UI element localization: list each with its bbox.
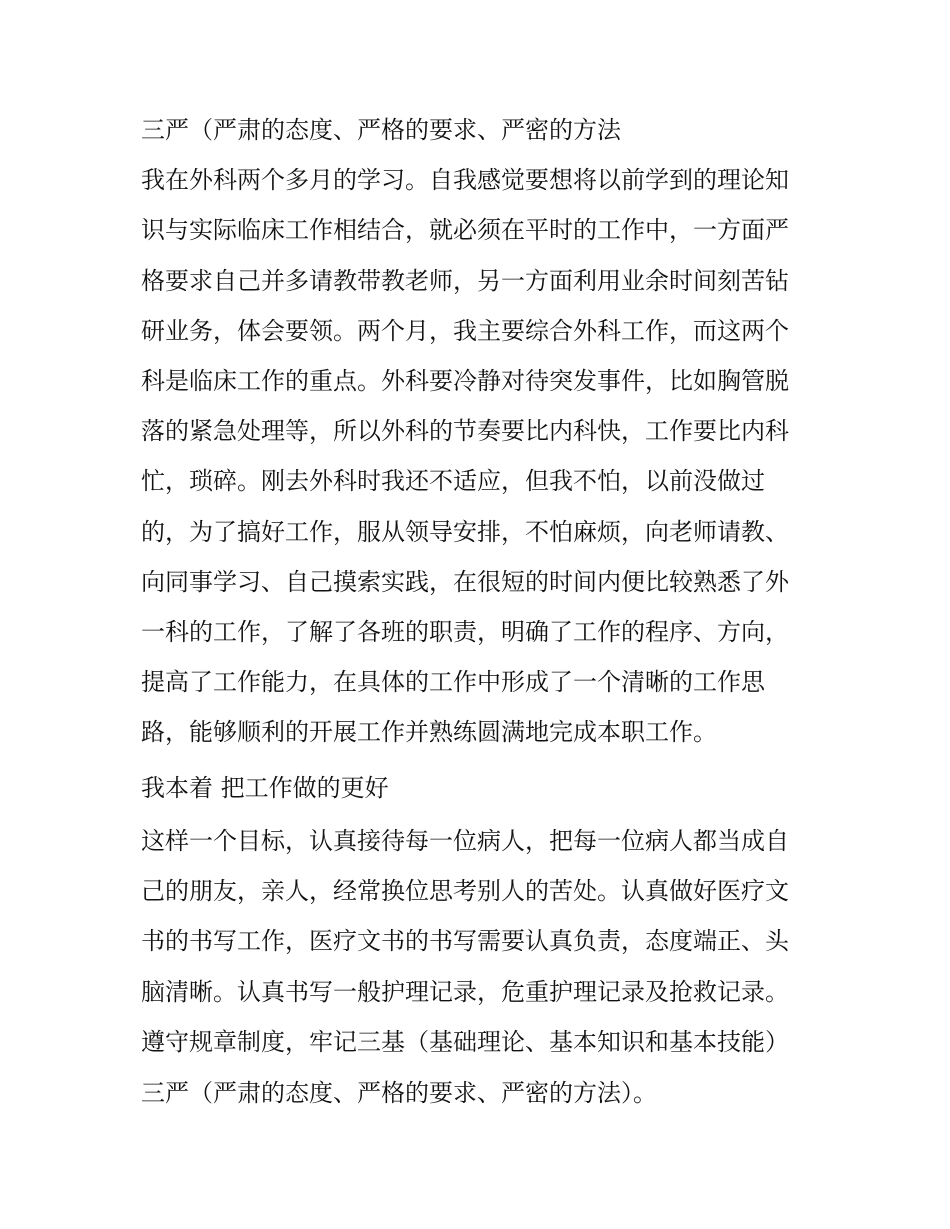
text-line: 书的书写工作，医疗文书的书写需要认真负责，态度端正、头 bbox=[141, 927, 789, 955]
text-line: 这样一个目标，认真接待每一位病人，把每一位病人都当成自 bbox=[141, 827, 789, 855]
text-line: 我本着 把工作做的更好 bbox=[141, 774, 389, 802]
text-line: 识与实际临床工作相结合，就必须在平时的工作中，一方面严 bbox=[141, 216, 789, 244]
text-line: 忙，琐碎。刚去外科时我还不适应，但我不怕，以前没做过 bbox=[141, 467, 765, 495]
text-line: 三严（严肃的态度、严格的要求、严密的方法 bbox=[141, 116, 621, 144]
text-line: 提高了工作能力，在具体的工作中形成了一个清晰的工作思 bbox=[141, 668, 765, 696]
text-line: 己的朋友，亲人，经常换位思考别人的苦处。认真做好医疗文 bbox=[141, 877, 789, 905]
text-line: 的，为了搞好工作，服从领导安排，不怕麻烦，向老师请教、 bbox=[141, 518, 789, 546]
text-line: 研业务，体会要领。两个月，我主要综合外科工作，而这两个 bbox=[141, 317, 789, 345]
text-line: 科是临床工作的重点。外科要冷静对待突发事件，比如胸管脱 bbox=[141, 367, 789, 395]
text-line: 向同事学习、自己摸索实践，在很短的时间内便比较熟悉了外 bbox=[141, 568, 789, 596]
text-line: 落的紧急处理等，所以外科的节奏要比内科快，工作要比内科 bbox=[141, 417, 789, 445]
text-line: 格要求自己并多请教带教老师，另一方面利用业余时间刻苦钻 bbox=[141, 267, 789, 295]
text-line: 遵守规章制度，牢记三基（基础理论、基本知识和基本技能） bbox=[141, 1028, 789, 1056]
text-line: 一科的工作，了解了各班的职责，明确了工作的程序、方向， bbox=[141, 618, 789, 646]
text-line: 脑清晰。认真书写一般护理记录，危重护理记录及抢救记录。 bbox=[141, 978, 789, 1006]
text-line: 路，能够顺利的开展工作并熟练圆满地完成本职工作。 bbox=[141, 718, 717, 746]
text-line: 三严（严肃的态度、严格的要求、严密的方法）。 bbox=[141, 1079, 657, 1107]
text-line: 我在外科两个多月的学习。自我感觉要想将以前学到的理论知 bbox=[141, 166, 789, 194]
